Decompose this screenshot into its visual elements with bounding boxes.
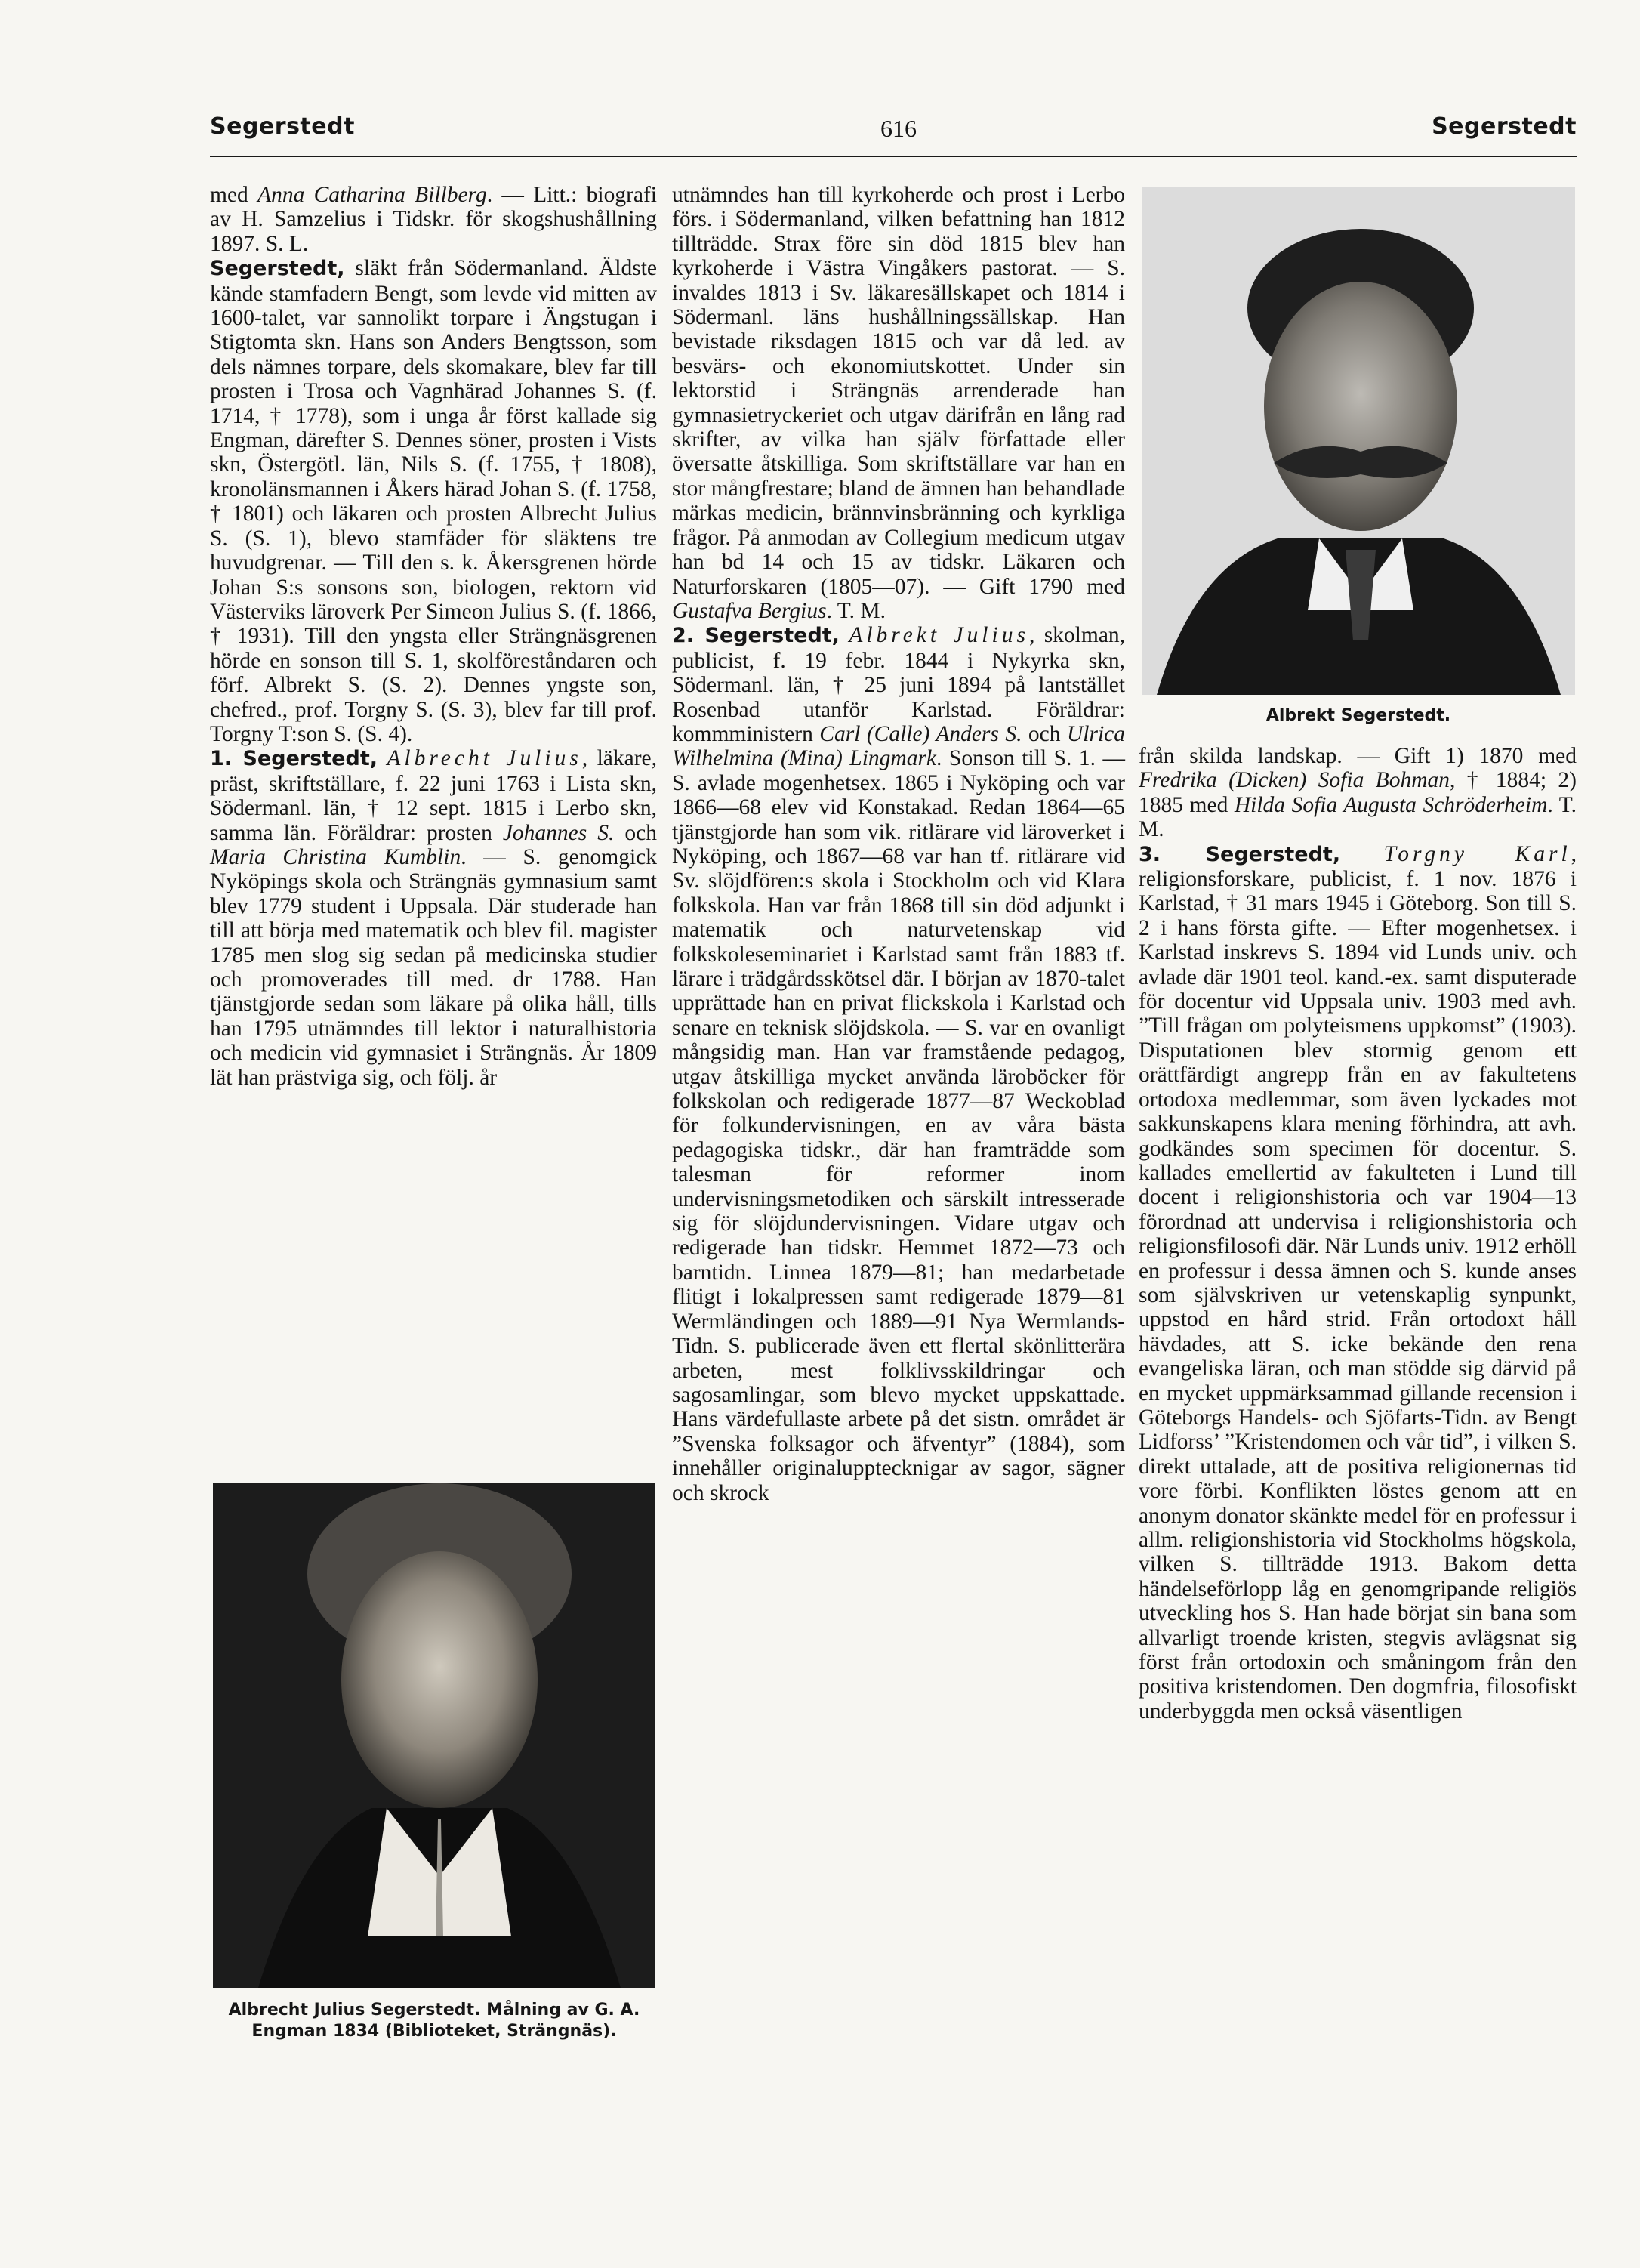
header-rule [210,156,1577,157]
page-number: 616 [880,115,917,142]
portrait-albrecht-julius [213,1483,655,1988]
entry-3-paragraph [1139,842,1577,1724]
caption-albrekt: Albrekt Segerstedt. [1265,706,1451,725]
entry-2-wife-2: Hilda Sofia Augusta Schröderheim [1234,792,1548,817]
entry-2-continued [1139,744,1577,842]
entry-1-continued-text: utnämndes han till kyrkoherde och prost i Lerbo förs. i Södermanland, vilken befattning han 1812 tillträdde. Strax före sin död 1815 blev han kyrkoherde i Västra Vingåkers pastorat. — S. invaldes 1813 i Sv. läkaresällskapet och 1814 i Södermanl. läns hushållningssällskap. Han bevistade riksdagen 1815 och var då led. av besvärs- och ekonomiutskottet. Under sin lektorstid i Strängnäs arrenderade han gymnasietryckeriet och utgav därifrån en lång rad skrifter, av vilka han själv författade eller översatte åtskilliga. Som skriftställare var han en stor mångfrestare; bland de ämnen han behandlade märkas medicin, brännvinsbränning och kyrkliga frågor. På anmodan av Collegium medicum utgav han bd 14 och 15 av tidskr. Läkaren och Naturforskaren (1805—07). — Gift 1790 med [672,183,1125,599]
entry-1-mother: Maria Christina Kumblin [210,844,461,869]
column-1 [210,183,657,1090]
family-paragraph [210,256,657,746]
caption-albrecht-julius: Albrecht Julius Segerstedt. Målning av G. A. Engman 1834 (Biblioteket, Strängnäs). [228,2001,640,2041]
intro-text: med [210,183,258,207]
portrait-albrecht-julius-image [213,1483,655,1988]
entry-2-continued-text: från skilda landskap. — Gift 1) 1870 med [1139,744,1577,768]
entry-1-wife: Gustafva Bergius [672,598,827,623]
spouse-name: Anna Catharina Billberg [257,183,487,207]
entry-3-text: , religionsforskare, publicist, f. 1 nov. 1876 i Karlstad, † 31 mars 1945 i Göteborg. Son till S. 2 i hans första gifte. — Efter mogenhetsex. i Karlstad inskrevs S. 1894 vid Lunds univ. och avlade där 1901 teol. kand.-ex. samt disputerade för docentur vid Uppsala univ. 1903 med avh. ”Till frågan om polyteismens uppkomst” (1903). Disputationen blev stormig genom ett orättfärdigt angrepp från en av fakultetens ortodoxa medlemmar, som även lyckades mot sakkunskapens klara mening förhindra, att avh. godkändes som specimen för docentur. S. kallades emellertid av fakulteten i Lund till docent i religionshistoria och var 1904—13 förordnad att undervisa i religionshistoria och religionsfilosofi där. När Lunds univ. 1912 erhöll en professur i dessa ämnen och S. kunde anses som självskriven ur vetenskaplig synpunkt, uppstod en hård strid. Från ortodoxt håll hävdades, att S. icke bekände den rena evangeliska läran, och man stödde sig därvid på en mycket uppmärksammad gillande recension i Göteborgs Handels- och Sjöfarts-Tidn. av Bengt Lidforss’ ”Kristendomen och vår tid”, i vilken S. direkt uttalade, att de positiva religionernas tid vore förbi. Konflikten löstes genom att en anonym donator skänkte medel för en professur i allm. religionshistoria vid Stockholms högskola, vilken S. tillträdde 1913. Bakom detta händelseförlopp låg en genomgripande religiös utveckling hos S. Han hade börjat sin bana som allvarligt troende kristen, stegvis avlägsnat sig först från ortodoxin och småningom från den positiva kristendomen. Den dogmfria, filosofiskt underbyggda men också väsentligen [1139,841,1577,1723]
entry-1-signature: . T. M. [826,598,886,623]
entry-1-text-b: . — S. genomgick Nyköpings skola och Strängnäs gymnasium samt blev 1779 student i Uppsala. Där studerade han till att börja med matematik och blev fil. magister 1785 men slog sig sedan på medicinska studier och promoverades till med. dr 1788. Han tjänstgjorde sedan som läkare på olika håll, tills han 1795 utnämndes till lektor i naturalhistoria och medicin vid gymnasiet i Strängnäs. År 1809 lät han prästviga sig, och följ. år [210,844,657,1090]
entry-1-name: Albrecht Julius [387,746,582,771]
column-3 [1139,744,1577,1723]
entry-1-paragraph [210,746,657,1090]
entry-2-paragraph [672,623,1125,1505]
entry-3-name: Torgny Karl [1383,841,1571,866]
entry-1-text: , läkare, präst, skriftställare, f. 22 juni 1763 i Lista skn, Södermanl. län, † 12 sept. 1815 i Lerbo skn, samma län. Föräldrar: prosten [210,746,657,845]
entry-2-continued-text-b: , † 1884; 2) 1885 med [1139,768,1577,817]
family-heading: Segerstedt, [210,257,345,281]
running-head-right: Segerstedt [1432,113,1577,140]
entry-2-signature: . T. M. [1139,792,1577,842]
portrait-albrekt-image [1142,187,1575,695]
family-text: släkt från Södermanland. Äldste kände stamfadern Bengt, som levde vid mitten av 1600-talet, var sannolikt torpare i Ängstugan i Stigtomta skn. Hans son Anders Bengtsson, som dels nämnes torpare, dels skomakare, blev far till prosten i Trosa och Vagnhärad Johannes S. (f. 1714, † 1778), som i unga år först kallade sig Engman, därefter S. Dennes söner, prosten i Vists skn, Östergötl. län, Nils S. (f. 1755, † 1808), kronolänsmannen i Åkers härad Johan S. (f. 1758, † 1801) och läkaren och prosten Albrecht Julius S. (S. 1), blevo stamfäder för släktens tre huvudgrenar. — Till den s. k. Åkersgrenen hörde Johan S:s sonsons son, biologen, rektorn vid Västerviks läroverk Per Simeon Julius S. (f. 1866, † 1931). Till den yngsta eller Strängnäsgrenen hörde en sonson till S. 1, skolföreståndaren och förf. Albrekt S. (S. 2). Dennes yngste son, chefred., prof. Torgny S. (S. 3), blev far till prof. Torgny T:son S. (S. 4). [210,256,657,746]
entry-1-father: Johannes S. [502,820,615,845]
intro-text-end: . — Litt.: biografi av H. Samzelius i Tidskr. för skogshushållning 1897. S. L. [210,183,658,256]
running-head-left: Segerstedt [210,113,355,140]
entry-2-wife-1: Fredrika (Dicken) Sofia Bohman [1139,768,1450,793]
entry-2-text-b: . Sonson till S. 1. — S. avlade mogenhetsex. 1865 i Nyköping och var 1866—68 elev vid Konstakad. Redan 1864—65 tjänstgjorde han som vik. ritlärare vid läroverket i Nyköping, och 1867—68 var han tf. ritlärare vid Sv. slöjdfören:s skola i Stockholm och vid Klara folkskola. Han var från 1868 till sin död adjunkt i matematik och naturvetenskap vid folkskoleseminariet i Karlstad samt från 1883 tf. lärare i trädgårdsskötsel där. I början av 1870-talet upprättade han en privat flickskola i Karlstad och senare en teknisk slöjdskola. — S. var en ovanligt mångsidig man. Han var framstående pedagog, utgav åtskilliga mycket använda läroböcker för folkskolan och redigerade 1877—87 Weckoblad för folkundervisningen, en av våra bästa pedagogiska tidskr., där han framträdde som talesman för reformer inom undervisningsmetodiken och särskilt intresserade sig för slöjdundervisningen. Vidare utgav och redigerade han tidskr. Hemmet 1872—73 och barntidn. Linnea 1879—81; han medarbetade flitigt i lokalpressen samt redigerade 1879—81 Wermländingen och 1889—91 Nya Wermlands-Tidn. S. publicerade även ett flertal skönlitterära arbeten, mest folklivsskildringar och sagosamlingar, som blevo mycket uppskattade. Hans värdefullaste arbete på det sistn. området är ”Svenska folksagor och äfventyr” (1884), som innehåller originalupptecknigar av sagor, sägner och skrock [672,746,1125,1505]
entry-2-father: Carl (Calle) Anders S. [819,721,1022,746]
entry-2-text: , skolman, publicist, f. 19 febr. 1844 i Nykyrka skn, Södermanl. län, † 25 juni 1894 på lantstället Rosenbad utanför Karlstad. Föräldrar: kommministern [672,623,1126,746]
intro-paragraph [210,183,657,256]
entry-2-mother: Ulrica Wilhelmina (Mina) Lingmark [672,721,1125,771]
column-2 [672,183,1125,1505]
entry-2-name: Albrekt Julius [849,623,1029,648]
entry-3-heading: 3. Segerstedt, [1139,842,1341,866]
entry-1-heading: 1. Segerstedt, [210,747,378,771]
entry-2-and: och [1022,721,1067,746]
entry-1-and: och [614,820,657,845]
entry-2-heading: 2. Segerstedt, [672,624,840,648]
entry-1-continued [672,183,1125,623]
portrait-albrekt [1142,187,1575,695]
